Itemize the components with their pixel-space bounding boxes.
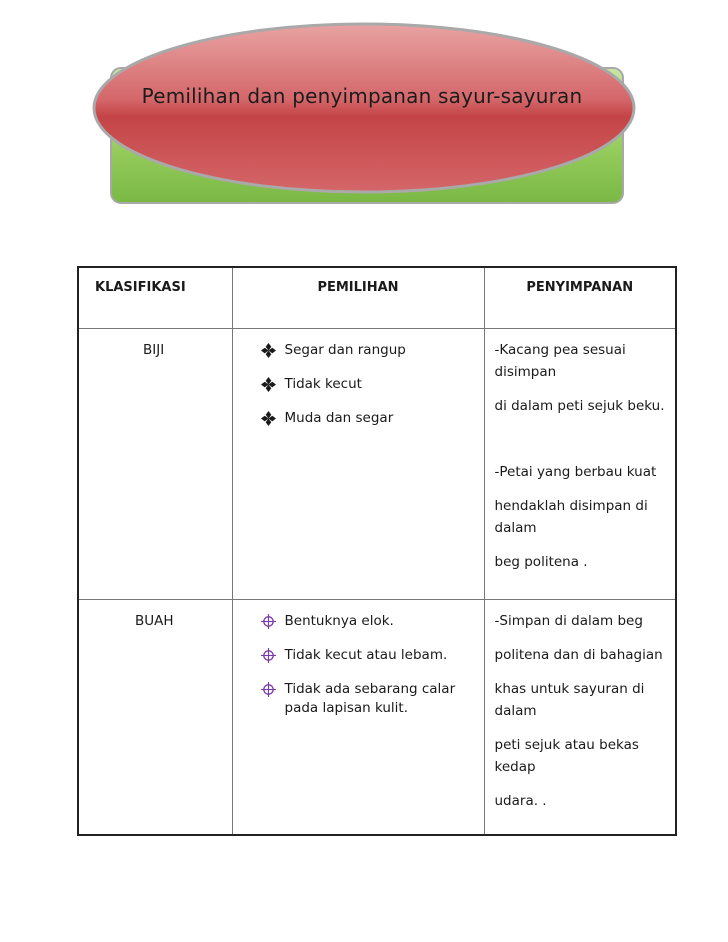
list-item: Tidak kecut: [261, 375, 484, 394]
penyimpanan-line: -Petai yang berbau kuat: [494, 464, 657, 480]
crosshair-bullet-icon: [261, 682, 276, 697]
penyimpanan-cell: [484, 600, 676, 835]
pemilihan-cell: [232, 329, 484, 600]
diamond-bullet-icon: [261, 343, 276, 358]
klasifikasi-cell: BIJI: [78, 329, 232, 600]
crosshair-bullet-icon: [261, 648, 276, 663]
header-klasifikasi: KLASIFIKASI: [78, 267, 232, 329]
header-penyimpanan: PENYIMPANAN: [484, 267, 676, 329]
list-item: Segar dan rangup: [261, 341, 484, 360]
title-banner: [0, 0, 728, 240]
page-title: Pemilihan dan penyimpanan sayur-sayuran: [141, 84, 583, 108]
crosshair-bullet-icon: [261, 614, 276, 629]
classification-table: [77, 266, 677, 836]
table-row: [78, 600, 676, 835]
penyimpanan-line: hendaklah disimpan di dalam: [494, 498, 648, 536]
list-item: Muda dan segar: [261, 409, 484, 428]
diamond-bullet-icon: [261, 411, 276, 426]
pemilihan-list: [233, 329, 484, 428]
pemilihan-list: [233, 600, 484, 718]
list-item: Bentuknya elok.: [261, 612, 484, 631]
diamond-bullet-icon: [261, 377, 276, 392]
table-header-row: [78, 267, 676, 329]
list-item: Tidak ada sebarang calar pada lapisan kulit.: [261, 680, 484, 718]
list-item: Tidak kecut atau lebam.: [261, 646, 484, 665]
penyimpanan-line: di dalam peti sejuk beku.: [494, 398, 665, 414]
table-row: [78, 329, 676, 600]
penyimpanan-line: -Simpan di dalam beg: [494, 613, 643, 629]
penyimpanan-line: peti sejuk atau bekas kedap: [494, 737, 639, 775]
red-ellipse: [94, 24, 634, 192]
penyimpanan-line: -Kacang pea sesuai disimpan: [494, 342, 626, 380]
penyimpanan-line: khas untuk sayuran di dalam: [494, 681, 645, 719]
banner-graphic: [0, 0, 728, 240]
penyimpanan-line: politena dan di bahagian: [494, 647, 663, 663]
penyimpanan-spacer: [495, 429, 670, 449]
klasifikasi-cell: BUAH: [78, 600, 232, 835]
pemilihan-cell: [232, 600, 484, 835]
header-pemilihan: PEMILIHAN: [232, 267, 484, 329]
penyimpanan-cell: [484, 329, 676, 600]
penyimpanan-line: udara. .: [494, 793, 547, 809]
penyimpanan-line: beg politena .: [494, 554, 588, 570]
